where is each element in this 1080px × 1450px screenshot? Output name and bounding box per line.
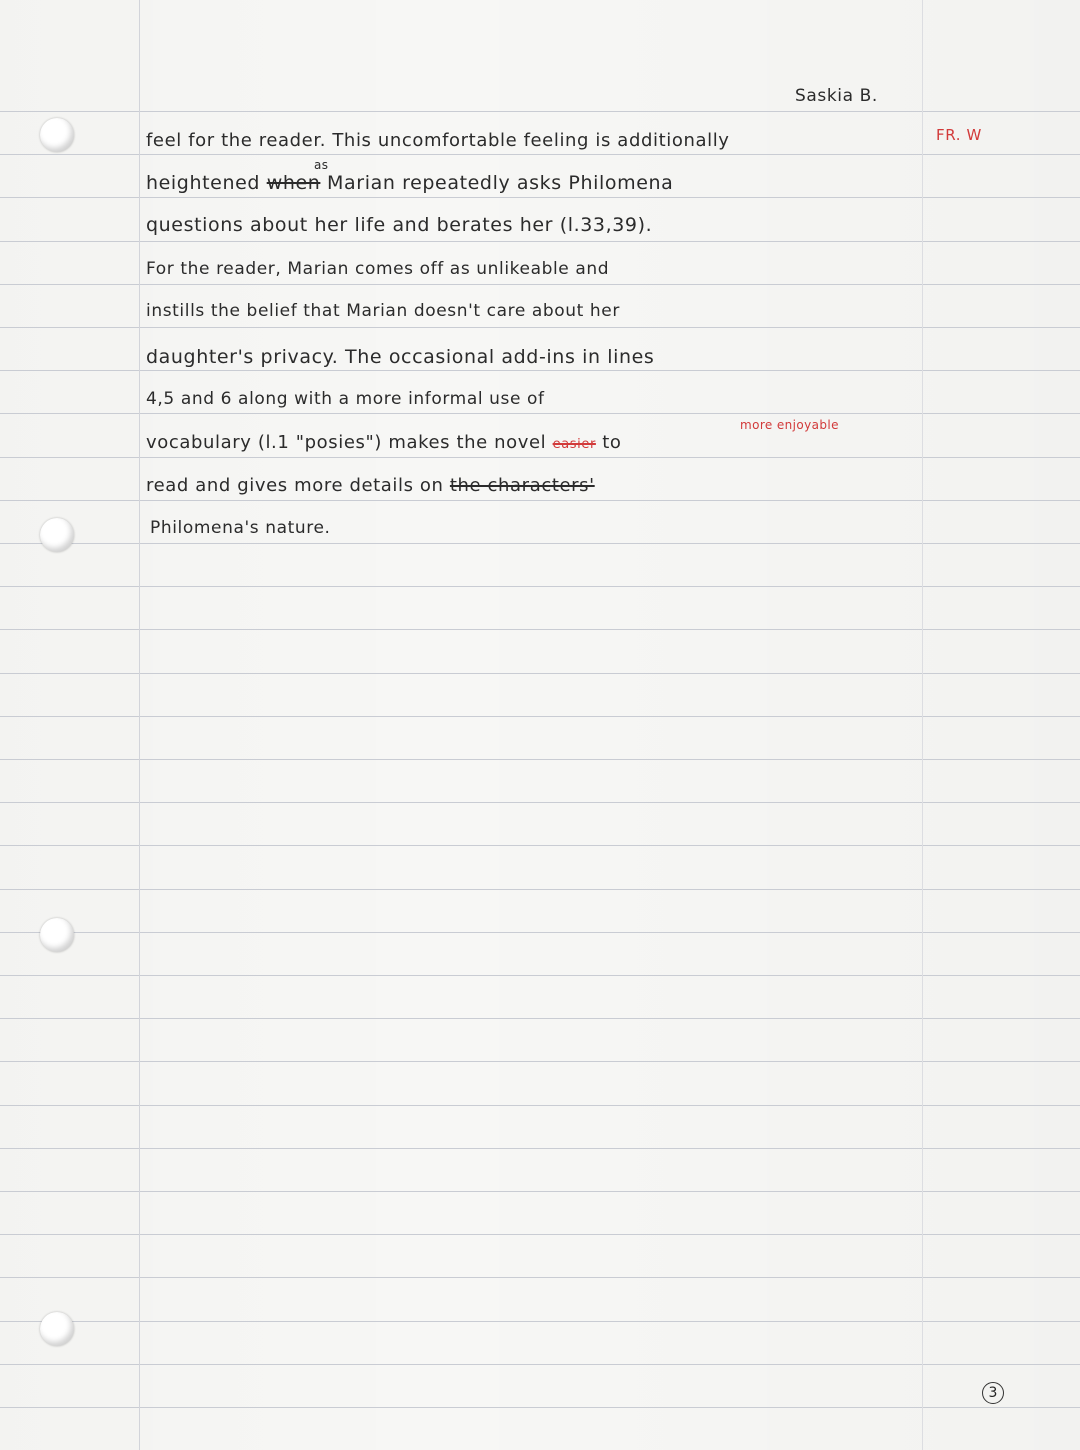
text-line-2-start: heightened bbox=[146, 172, 261, 194]
text-line-1: feel for the reader. This uncomfortable feeling is additionally bbox=[146, 130, 730, 151]
binder-hole bbox=[40, 1312, 74, 1346]
ruled-line bbox=[0, 932, 1080, 933]
text-line-6: daughter's privacy. The occasional add-ins in lines bbox=[146, 346, 655, 368]
ruled-line bbox=[0, 1018, 1080, 1019]
text-line-9 bbox=[146, 475, 595, 496]
text-line-10: Philomena's nature. bbox=[150, 518, 331, 538]
binder-hole bbox=[40, 918, 74, 952]
ruled-line bbox=[0, 1277, 1080, 1278]
ruled-line bbox=[0, 759, 1080, 760]
insert-more-enjoyable-correction: more enjoyable bbox=[740, 418, 839, 432]
text-line-2 bbox=[146, 172, 673, 194]
ruled-line bbox=[0, 1105, 1080, 1106]
ruled-line bbox=[0, 586, 1080, 587]
page-number: 3 bbox=[982, 1382, 1004, 1404]
text-line-8-end: to bbox=[602, 432, 622, 453]
ruled-line bbox=[0, 327, 1080, 328]
ruled-line bbox=[0, 1148, 1080, 1149]
ruled-line bbox=[0, 413, 1080, 414]
ruled-line bbox=[0, 1234, 1080, 1235]
ruled-line bbox=[0, 1407, 1080, 1408]
ruled-line bbox=[0, 889, 1080, 890]
text-line-3: questions about her life and berates her (l.33,39). bbox=[146, 214, 653, 236]
text-line-8-start: vocabulary (l.1 "posies") makes the novel bbox=[146, 432, 547, 453]
text-line-2-end: Marian repeatedly asks Philomena bbox=[327, 172, 674, 194]
ruled-line bbox=[0, 975, 1080, 976]
ruled-line bbox=[0, 1191, 1080, 1192]
ruled-line bbox=[0, 1364, 1080, 1365]
margin-correction-note: FR. W bbox=[936, 126, 982, 144]
binder-hole bbox=[40, 518, 74, 552]
struck-phrase: the characters' bbox=[449, 475, 595, 496]
text-line-5: instills the belief that Marian doesn't care about her bbox=[146, 301, 620, 321]
insert-as-correction: as bbox=[314, 158, 329, 172]
ruled-line bbox=[0, 457, 1080, 458]
ruled-line bbox=[0, 197, 1080, 198]
text-line-7: 4,5 and 6 along with a more informal use of bbox=[146, 389, 545, 409]
binder-hole bbox=[40, 118, 74, 152]
ruled-line bbox=[0, 500, 1080, 501]
text-line-9-start: read and gives more details on bbox=[146, 475, 444, 496]
ruled-line bbox=[0, 284, 1080, 285]
author-signature: Saskia B. bbox=[795, 86, 878, 106]
ruled-line bbox=[0, 716, 1080, 717]
ruled-line bbox=[0, 1061, 1080, 1062]
ruled-line bbox=[0, 845, 1080, 846]
ruled-line bbox=[0, 1321, 1080, 1322]
text-line-8 bbox=[146, 432, 622, 453]
ruled-line bbox=[0, 154, 1080, 155]
ruled-line bbox=[0, 802, 1080, 803]
text-line-4: For the reader, Marian comes off as unlikeable and bbox=[146, 259, 610, 279]
struck-word: easier bbox=[552, 437, 596, 452]
struck-word: when bbox=[266, 172, 321, 194]
ruled-line bbox=[0, 673, 1080, 674]
ruled-line bbox=[0, 543, 1080, 544]
ruled-line bbox=[0, 629, 1080, 630]
ruled-line bbox=[0, 241, 1080, 242]
margin-line bbox=[139, 0, 140, 1450]
ruled-line bbox=[0, 370, 1080, 371]
right-margin-line bbox=[922, 0, 923, 1450]
ruled-line bbox=[0, 111, 1080, 112]
